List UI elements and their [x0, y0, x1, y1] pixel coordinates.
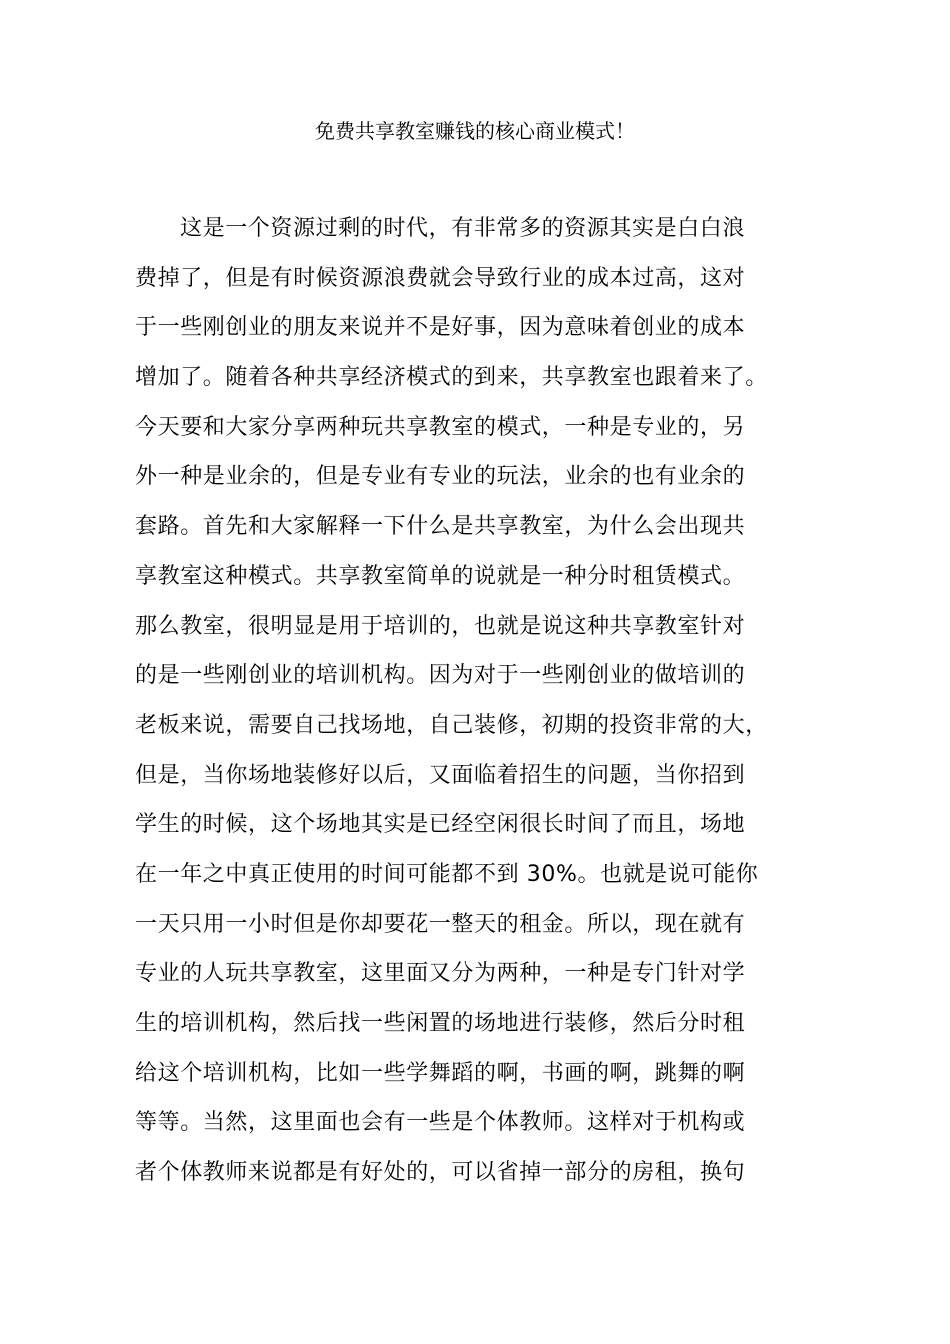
- text-line: 费掉了，但是有时候资源浪费就会导致行业的成本过高，这对: [135, 265, 746, 291]
- text-line: 外一种是业余的，但是专业有专业的玩法，业余的也有业余的: [135, 464, 746, 490]
- document-title: 免费共享教室赚钱的核心商业模式！: [315, 119, 635, 143]
- text-line: 的是一些刚创业的培训机构。因为对于一些刚创业的做培训的: [135, 663, 746, 689]
- text-line: 今天要和大家分享两种玩共享教室的模式，一种是专业的，另: [135, 414, 746, 440]
- text-line: 一天只用一小时但是你却要花一整天的租金。所以，现在就有: [135, 911, 746, 937]
- text-line: 那么教室，很明显是用于培训的，也就是说这种共享教室针对: [135, 613, 746, 639]
- document-body: [135, 204, 815, 1198]
- text-line: 套路。首先和大家解释一下什么是共享教室，为什么会出现共: [135, 514, 746, 540]
- text-line: 者个体教师来说都是有好处的，可以省掉一部分的房租，换句: [135, 1160, 746, 1186]
- text-line: 等等。当然，这里面也会有一些是个体教师。这样对于机构或: [135, 1110, 746, 1136]
- text-line: 给这个培训机构，比如一些学舞蹈的啊，书画的啊，跳舞的啊: [135, 1060, 746, 1086]
- text-line: 这是一个资源过剩的时代，有非常多的资源其实是白白浪: [180, 216, 746, 241]
- text-line: 学生的时候，这个场地其实是已经空闲很长时间了而且，场地: [135, 812, 746, 838]
- text-line: 专业的人玩共享教室，这里面又分为两种，一种是专门针对学: [135, 961, 746, 987]
- text-line: 增加了。随着各种共享经济模式的到来，共享教室也跟着来了。: [135, 365, 768, 391]
- text-line: 享教室这种模式。共享教室简单的说就是一种分时租赁模式。: [135, 563, 746, 589]
- text-line: 在一年之中真正使用的时间可能都不到 30%。也就是说可能你: [135, 861, 759, 887]
- text-line: 于一些刚创业的朋友来说并不是好事，因为意味着创业的成本: [135, 315, 746, 341]
- text-line: 但是，当你场地装修好以后，又面临着招生的问题，当你招到: [135, 762, 746, 788]
- text-line: 老板来说，需要自己找场地，自己装修，初期的投资非常的大，: [135, 712, 768, 738]
- text-line: 生的培训机构，然后找一些闲置的场地进行装修，然后分时租: [135, 1011, 746, 1036]
